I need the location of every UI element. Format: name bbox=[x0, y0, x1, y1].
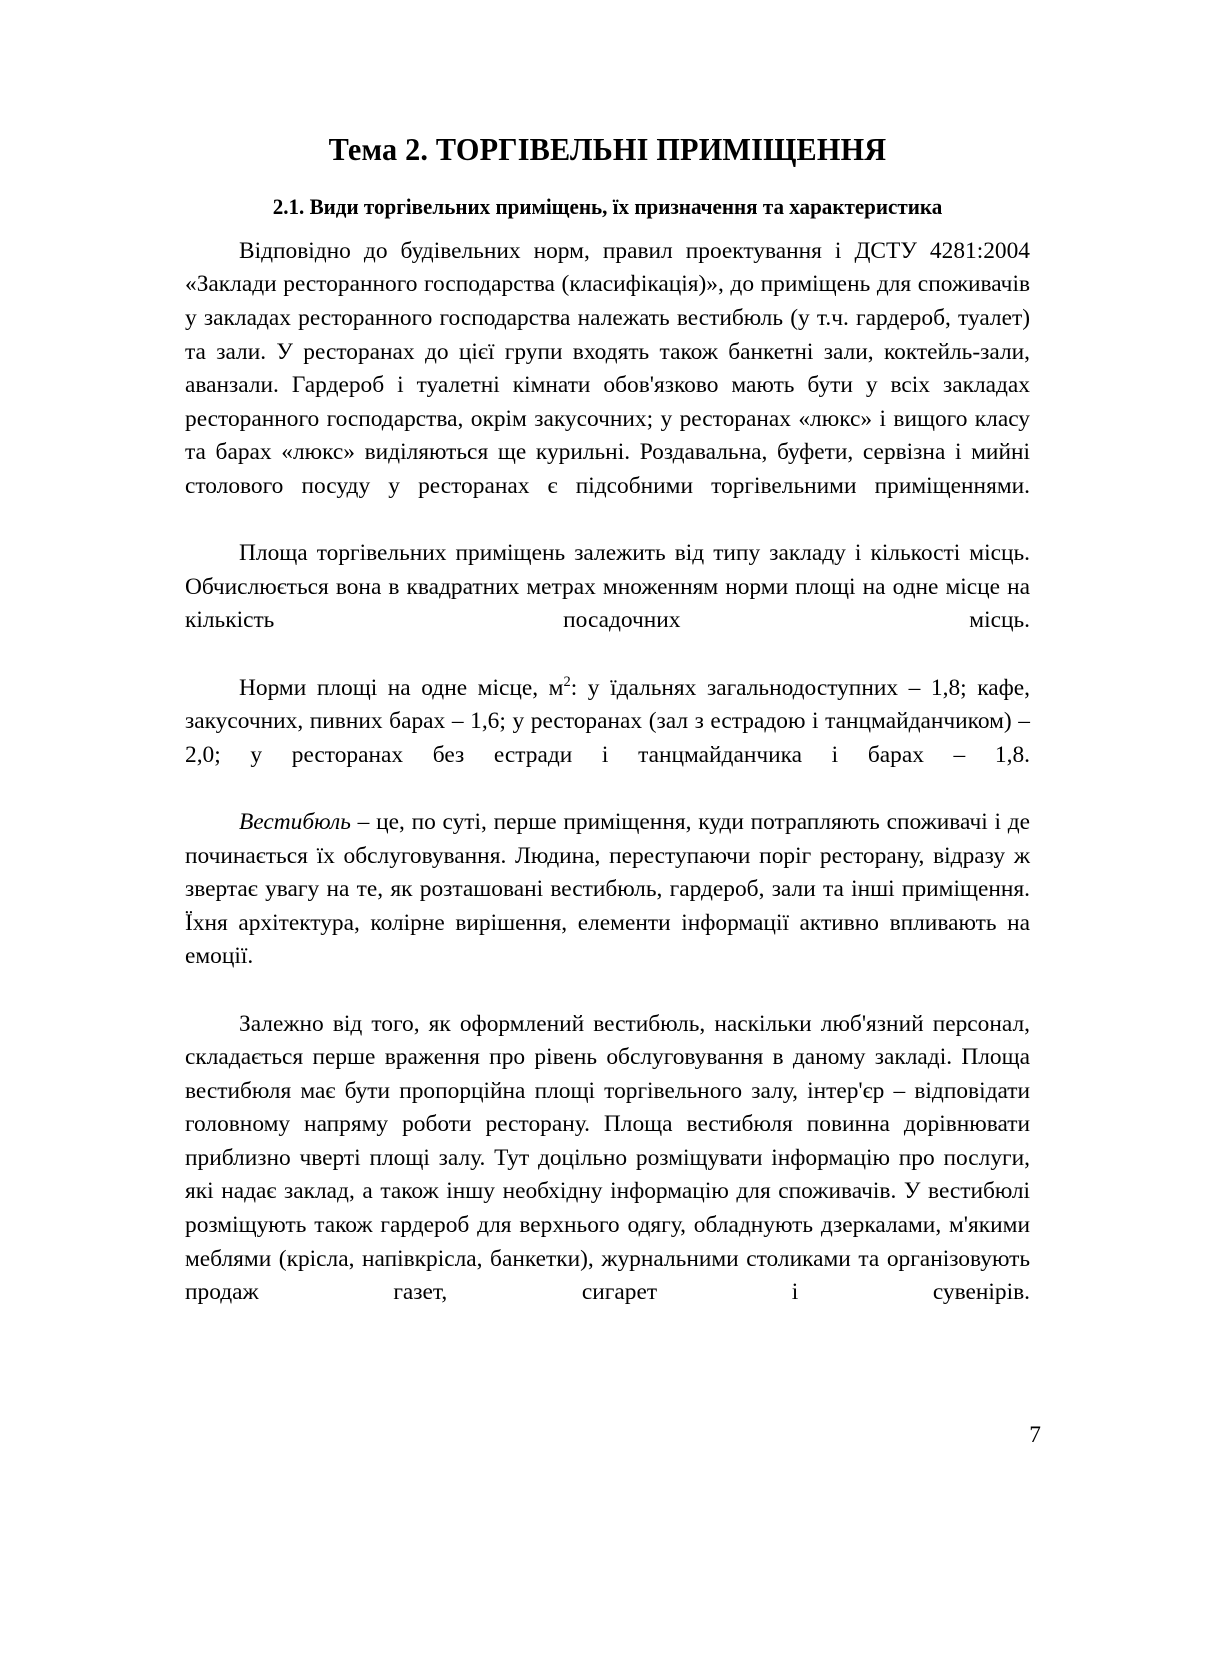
page-content bbox=[185, 132, 1030, 1343]
section-heading: 2.1. Види торгівельних приміщень, їх призначення та характеристика bbox=[272, 194, 943, 220]
page-number: 7 bbox=[1029, 1422, 1041, 1448]
paragraph-2: Площа торгівельних приміщень залежить від типу закладу і кількості місць. Обчислюється вона в квадратних метрах множенням норми площі на одне місце на кількість посадочних місць. bbox=[185, 540, 1030, 634]
paragraph-4-text: – це, по суті, перше приміщення, куди потрапляють споживачі і де починається їх обслуговування. Людина, переступаючи поріг ресторану, відразу ж звертає увагу на те, як розташовані вестибюль, гардероб, зали та інші приміщення. Їхня архітектура, колірне вирішення, елементи інформації активно впливають на емоції. bbox=[185, 808, 1030, 970]
paragraph-3-text-before-superscript: Норми площі на одне місце, м bbox=[239, 674, 564, 701]
paragraph-4 bbox=[185, 806, 1030, 1008]
paragraph-3-text-after-superscript: : у їдальнях загальнодоступних – 1,8; кафе, закусочних, пивних барах – 1,6; у ресторанах (зал з естрадою і танцмайданчиком) – 2,0; у ресторанах без естради і танцмайданчика і барах – 1,8. bbox=[185, 674, 1030, 768]
paragraph-5: Залежно від того, як оформлений вестибюль, наскільки люб'язний персонал, складається перше враження про рівень обслуговування в даному закладі. Площа вестибюля має бути пропорційна площі торгівельного залу, інтер'єр – відповідати головному напряму роботи ресторану. Площа вестибюля повинна дорівнювати приблизно чверті площі залу. Тут доцільно розміщувати інформацію про послуги, які надає заклад, а також іншу необхідну інформацію для споживачів. У вестибюлі розміщують також гардероб для верхнього одягу, обладнують дзеркалами, м'якими меблями (крісла, напівкрісла, банкетки), журнальними столиками та організовують продаж газет, сигарет і сувенірів. bbox=[185, 1010, 1030, 1306]
paragraph-3 bbox=[185, 672, 1030, 806]
paragraph-1: Відповідно до будівельних норм, правил проектування і ДСТУ 4281:2004 «Заклади ресторанного господарства (класифікація)», до приміщень для споживачів у закладах ресторанного господарства належать вестибюль (у т.ч. гардероб, туалет) та зали. У ресторанах до цієї групи входять також банкетні зали, коктейль-зали, аванзали. Гардероб і туалетні кімнати обов'язково мають бути у всіх закладах ресторанного господарства, окрім закусочних; у ресторанах «люкс» і вищого класу та барах «люкс» виділяються ще курильні. Роздавальна, буфети, сервізна і мийні столового посуду у ресторанах є підсобними торгівельними приміщеннями. bbox=[185, 237, 1030, 500]
page-title: Тема 2. ТОРГІВЕЛЬНІ ПРИМІЩЕННЯ bbox=[328, 132, 887, 167]
square-meter-superscript: 2 bbox=[563, 673, 571, 690]
term-vestibule-italic: Вестибюль bbox=[239, 808, 351, 835]
